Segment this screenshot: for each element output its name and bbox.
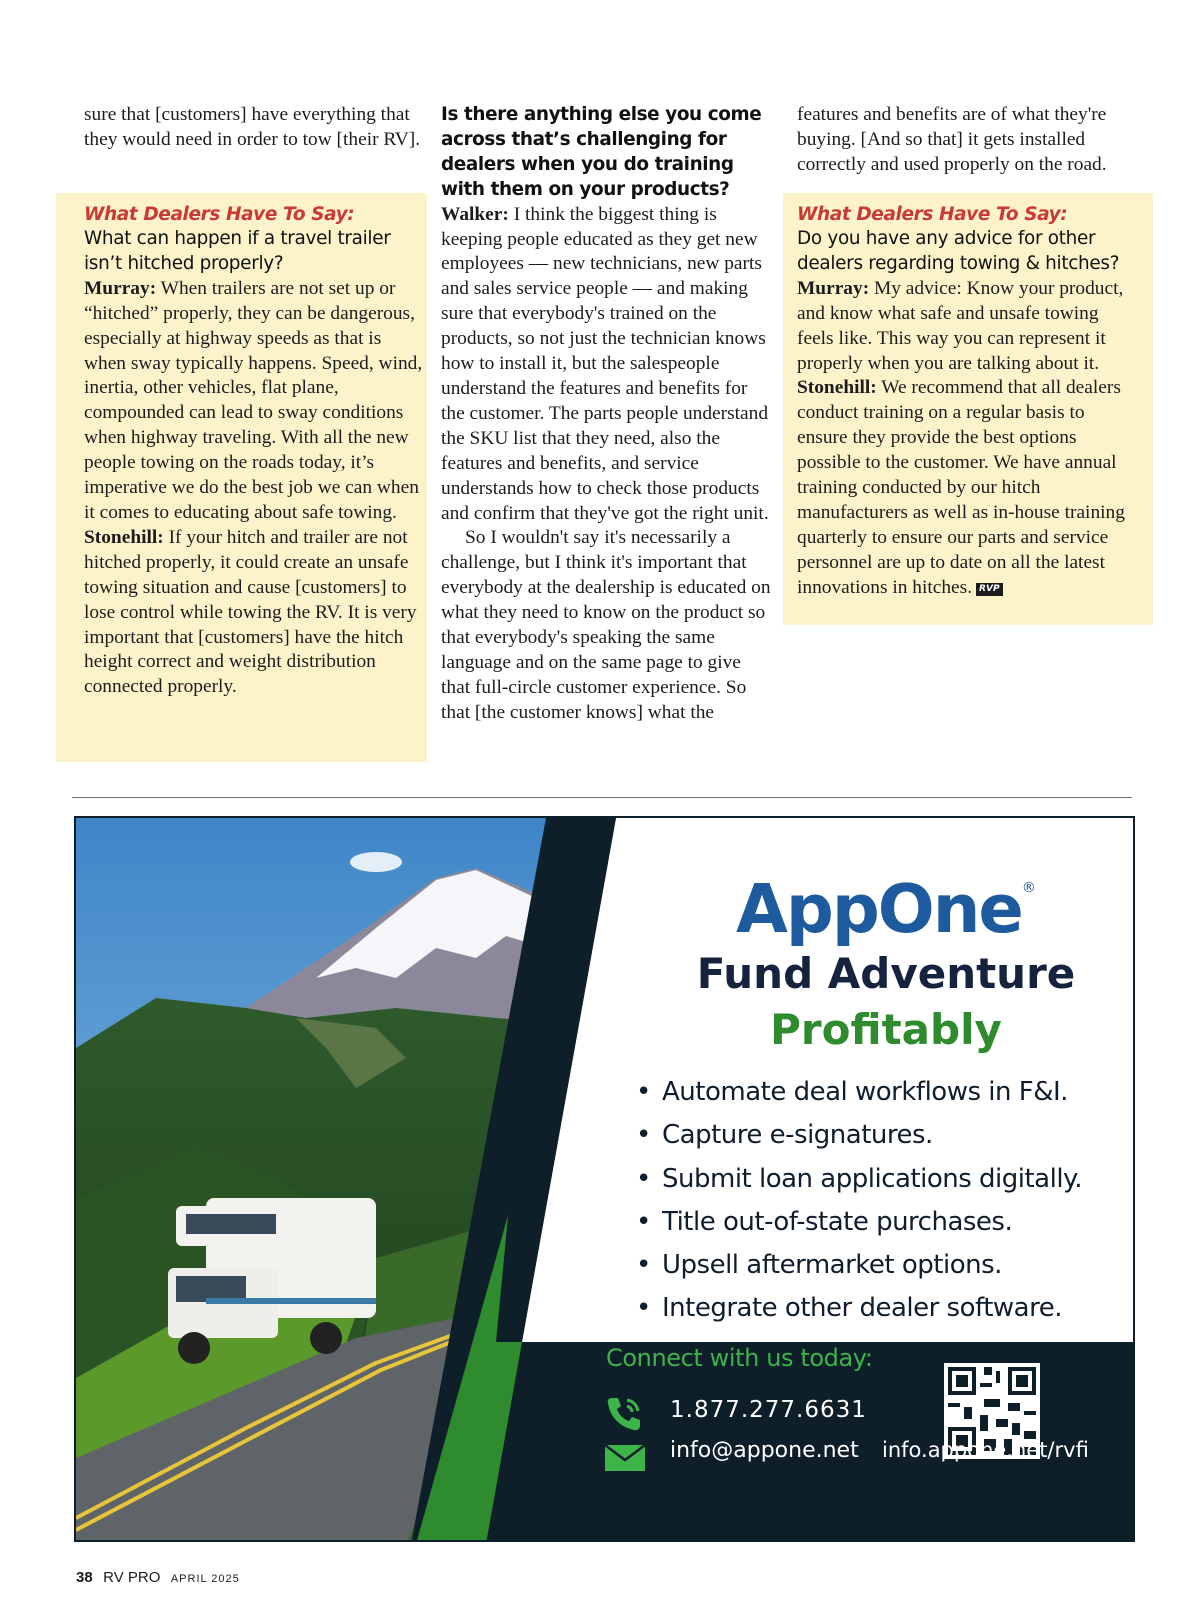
feature-text: Integrate other dealer software. (662, 1293, 1062, 1324)
column-2 (441, 103, 771, 726)
sidebar-2-question: Do you have any advice for other dealers regarding towing & hitches? (797, 228, 1120, 274)
sidebar-2-answer-murray (797, 277, 1132, 377)
sidebar-2-title: What Dealers Have To Say: (797, 204, 1068, 225)
appone-advertisement (74, 816, 1135, 1542)
feature-list (636, 1071, 1082, 1331)
mail-icon (604, 1444, 646, 1472)
column-1 (84, 103, 424, 153)
page-number: 38 (76, 1569, 93, 1586)
section-divider (72, 797, 1132, 798)
issue-date: APRIL 2025 (170, 1573, 240, 1585)
bullet-icon: • (636, 1293, 651, 1324)
answer-text: We recommend that all dealers conduct training on a regular basis to ensure they provide the best options possible to the customer. We have annual training conducted by our hitch manufacturers as well as in-house training quarterly to ensure our parts and service personnel are up to date on all the latest innovations in hitches. (797, 377, 1125, 598)
list-item (636, 1071, 1082, 1114)
speaker-name: Walker: (441, 203, 509, 225)
list-item (636, 1244, 1082, 1287)
bullet-icon: • (636, 1077, 651, 1107)
answer-text: I think the biggest thing is keeping people educated as they get new employees — new technicians, new parts and sales service people — and making sure that everybody's trained on the products, so not just the technician knows how to install it, but the salespeople understand the features and benefits for the customer. The parts people understand the SKU list that they need, also the features and benefits, and service understands how to check those products and confirm that they've got the right unit. (441, 203, 769, 524)
feature-text: Submit loan applications digitally. (662, 1163, 1083, 1194)
bullet-icon: • (636, 1120, 651, 1151)
sidebar-2-content (797, 202, 1132, 601)
feature-text: Upsell aftermarket options. (662, 1250, 1002, 1281)
tagline-line-1: Fund Adventure (696, 949, 1076, 998)
sidebar-2-answer-stonehill (797, 376, 1132, 600)
answer-text: My advice: Know your product, and know what safe and unsafe towing feels like. This way you can represent it properly when you are talking about it. (797, 277, 1124, 374)
feature-text: Capture e-signatures. (662, 1120, 933, 1151)
bullet-icon: • (636, 1250, 651, 1281)
website-link[interactable]: info.appone.net/rvfi (882, 1438, 1089, 1462)
sidebar-1-content (84, 202, 424, 700)
speaker-name: Murray: (797, 277, 870, 299)
phone-icon (604, 1394, 644, 1432)
list-item (636, 1114, 1082, 1157)
answer-text: When trailers are not set up or “hitched” properly, they can be dangerous, especially at highway speeds as that is when sway typically happens. Speed, wind, inertia, other vehicles, flat plane, compounded can lead to sway conditions when highway traveling. With all the new people towing on the roads today, it’s imperative we do the best job we can when it comes to educating about safe towing. (84, 277, 423, 523)
speaker-name: Stonehill: (84, 526, 164, 548)
appone-logo (736, 848, 1034, 949)
sidebar-1-answer-murray (84, 277, 424, 526)
bullet-icon: • (636, 1163, 651, 1194)
sidebar-1-question: What can happen if a travel trailer isn’t hitched properly? (84, 228, 391, 274)
feature-text: Automate deal workflows in F&I. (662, 1077, 1068, 1107)
bullet-icon: • (636, 1206, 651, 1237)
magazine-name: RV PRO (103, 1569, 161, 1586)
feature-text: Title out-of-state purchases. (662, 1206, 1013, 1237)
rvp-end-mark: RVP (976, 583, 1003, 596)
email-link[interactable]: info@appone.net (670, 1438, 859, 1463)
sidebar-1-answer-stonehill (84, 526, 424, 700)
list-item (636, 1287, 1082, 1330)
list-item (636, 1201, 1082, 1244)
speaker-name: Stonehill: (797, 377, 877, 399)
interview-question: Is there anything else you come across that’s challenging for dealers when you do training with them on your products? (441, 104, 762, 200)
tagline-line-2: Profitably (770, 1005, 1002, 1054)
connect-heading: Connect with us today: (606, 1344, 873, 1372)
list-item (636, 1158, 1082, 1201)
walker-answer-continued: So I wouldn't say it's necessarily a challenge, but I think it's important that everybody at the dealership is educated on what they need to know on the product so that everybody's speaking the same language and on the same page to give that full-circle customer experience. So that [the customer knows] what the (441, 527, 771, 723)
page-footer (76, 1569, 240, 1587)
phone-number[interactable]: 1.877.277.6631 (670, 1397, 867, 1423)
column-3 (797, 103, 1132, 178)
sidebar-1-title: What Dealers Have To Say: (84, 204, 355, 225)
answer-text: If your hitch and trailer are not hitched properly, it could create an unsafe towing situation and cause [customers] to lose control while towing the RV. It is very important that [customers] have the hitch height correct and weight distribution connected properly. (84, 526, 417, 698)
col1-lead-paragraph: sure that [customers] have everything that they would need in order to tow [their RV]. (84, 104, 421, 150)
brand-name: AppOne (736, 870, 1022, 948)
speaker-name: Murray: (84, 277, 157, 299)
walker-answer (441, 203, 771, 527)
registered-mark: ® (1021, 880, 1034, 896)
col3-lead-paragraph: features and benefits are of what they're buying. [And so that] it gets installed correctly and used properly on the road. (797, 104, 1107, 175)
